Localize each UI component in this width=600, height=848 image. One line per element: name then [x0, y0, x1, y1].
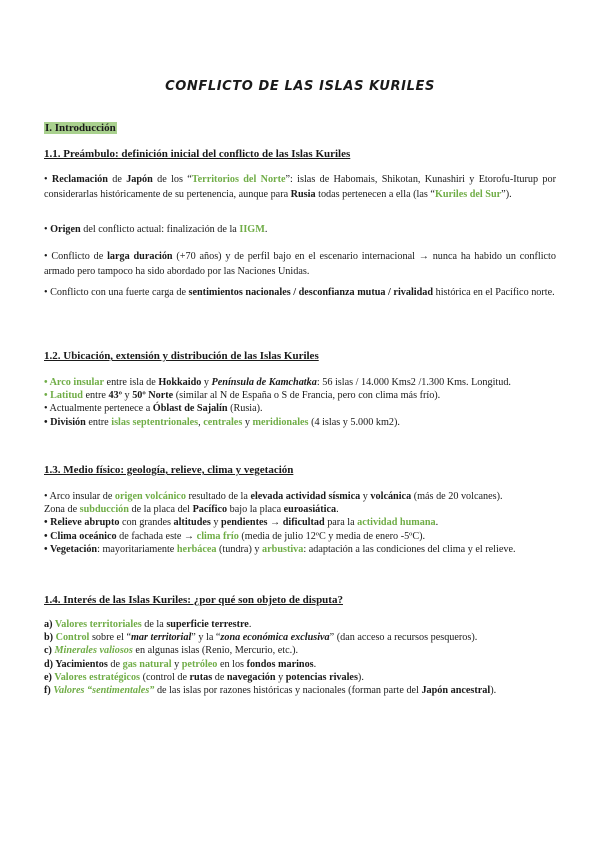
list-item: Zona de subducción de la placa del Pacífico bajo la placa euroasiática. [44, 504, 339, 516]
list-item: c) Minerales valiosos en algunas islas (Renio, Mercurio, etc.). [44, 645, 299, 657]
list-interes [44, 618, 556, 697]
list-item: • Arco insular entre isla de Hokkaido y Península de Kamchatka: 56 islas / 14.000 Kms2 /1.300 Kms. Longitud. [44, 377, 511, 388]
paragraph-larga-duracion: • Conflicto de larga duración (+70 años) y de perfil bajo en el escenario internacional → nunca ha habido un conflicto armado pero tampoco ha sido abordado por las Naciones Unidas. [44, 251, 556, 277]
list-item: • Arco insular de origen volcánico resultado de la elevada actividad sísmica y volcánica (más de 20 volcanes). [44, 491, 503, 502]
subsection-heading-1-3: 1.3. Medio físico: geología, relieve, clima y vegetación [44, 464, 294, 476]
subsection-heading-1-2: 1.2. Ubicación, extensión y distribución de las Islas Kuriles [44, 350, 319, 362]
list-item: f) Valores “sentimentales” de las islas por razones históricas y nacionales (forman parte del Japón ancestral). [44, 685, 497, 697]
list-medio-fisico [44, 490, 556, 556]
list-ubicacion [44, 376, 556, 429]
list-item: a) Valores territoriales de la superficie terrestre. [44, 619, 252, 630]
document-title: CONFLICTO DE LAS ISLAS KURILES [165, 79, 435, 94]
paragraph-sentimientos: • Conflicto con una fuerte carga de sentimientos nacionales / desconfianza mutua / rivalidad histórica en el Pacífico norte. [44, 287, 555, 298]
list-item: d) Yacimientos de gas natural y petróleo en los fondos marinos. [44, 658, 317, 670]
subsection-heading-1-1: 1.1. Preámbulo: definición inicial del conflicto de las Islas Kuriles [44, 148, 351, 160]
list-item: • Actualmente pertenece a Óblast de Sajalín (Rusia). [44, 403, 263, 415]
list-item: • Relieve abrupto con grandes altitudes y pendientes → dificultad para la actividad humana. [44, 517, 439, 529]
list-item: • Latitud entre 43º y 50º Norte (similar al N de España o S de Francia, pero con clima más frío). [44, 390, 441, 402]
list-item: • División entre islas septentrionales, centrales y meridionales (4 islas y 5.000 km2). [44, 416, 400, 428]
paragraph-reclamacion: • Reclamación de Japón de los “Territorios del Norte”: islas de Habomais, Shikotan, Kunashiri y Etorofu-Iturup por considerarlas históricamente de su pertenencia, aunque para Rusia todas pertenecen a ella (las “Kuriles del Sur”). [44, 174, 557, 200]
list-item: • Vegetación: mayoritariamente herbácea (tundra) y arbustiva: adaptación a las condiciones del clima y el relieve. [44, 543, 516, 555]
section-heading-introduccion: I. Introducción [45, 122, 116, 134]
list-item: e) Valores estratégicos (control de rutas de navegación y potencias rivales). [44, 671, 364, 683]
subsection-heading-1-4: 1.4. Interés de las Islas Kuriles: ¿por qué son objeto de disputa? [44, 594, 343, 606]
list-item: b) Control sobre el “mar territorial” y la “zona económica exclusiva” (dan acceso a recursos pesqueros). [44, 632, 478, 644]
list-item: • Clima oceánico de fachada este → clima frío (media de julio 12ºC y media de enero -5ºC). [44, 530, 426, 542]
paragraph-origen: • Origen del conflicto actual: finalización de la IIGM. [44, 224, 268, 235]
